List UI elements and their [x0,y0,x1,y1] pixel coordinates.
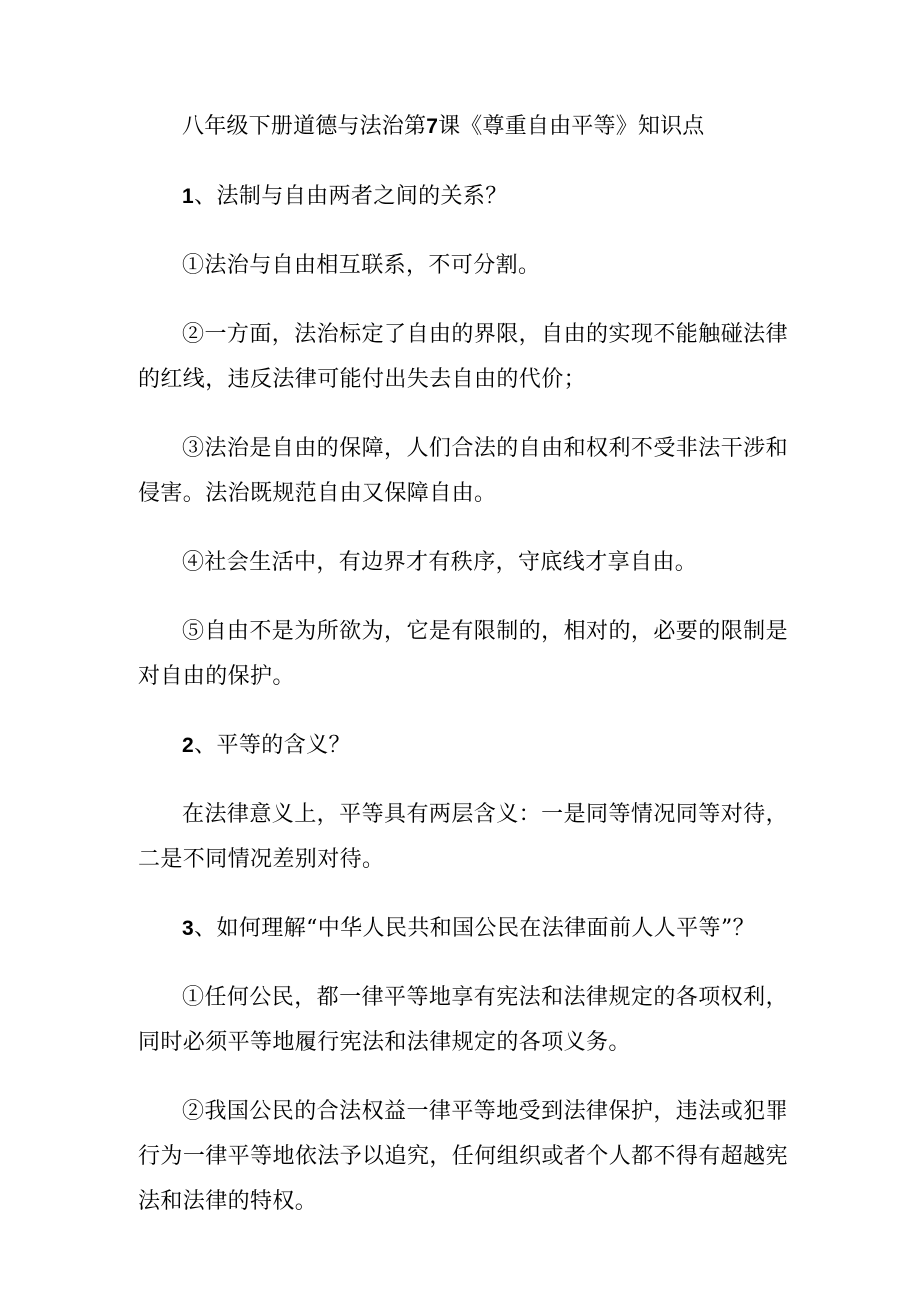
question-1-point-5: ⑤自由不是为所欲为，它是有限制的，相对的，必要的限制是对自由的保护。 [138,619,788,689]
title-suffix: 课《尊重自由平等》知识点 [438,114,705,139]
title-prefix: 八年级下册道德与法治第 [182,114,427,139]
question-1-point-3: ③法治是自由的保障，人们合法的自由和权利不受非法干涉和侵害。法治既规范自由又保障自由。 [138,436,788,506]
question-3-number: 3 [182,917,195,940]
question-1-number: 1 [182,185,195,208]
question-2-text: 、平等的含义？ [194,733,351,758]
question-2-number: 2 [182,734,195,757]
document-body [138,104,788,1248]
question-2-answer: 在法律意义上，平等具有两层含义：一是同等情况同等对待，二是不同情况差别对待。 [138,802,788,872]
question-3-text: 、如何理解“中华人民共和国公民在法律面前人人平等”？ [194,916,755,941]
question-1-point-1: ①法治与自由相互联系，不可分割。 [182,253,541,278]
question-3-heading [138,906,788,951]
question-1-heading [138,174,788,219]
question-1-point-2: ②一方面，法治标定了自由的界限，自由的实现不能触碰法律的红线，违反法律可能付出失去自由的代价； [138,322,788,392]
document-title [138,104,788,149]
question-3-point-2: ②我国公民的合法权益一律平等地受到法律保护，违法或犯罪行为一律平等地依法予以追究，任何组织或者个人都不得有超越宪法和法律的特权。 [138,1099,788,1214]
question-1-text: 、法制与自由两者之间的关系？ [194,184,508,209]
question-1-point-4: ④社会生活中，有边界才有秩序，守底线才享自由。 [182,550,698,575]
question-3-point-1: ①任何公民，都一律平等地享有宪法和法律规定的各项权利，同时必须平等地履行宪法和法律规定的各项义务。 [138,985,788,1055]
lesson-number: 7 [426,115,439,138]
question-2-heading [138,723,788,768]
